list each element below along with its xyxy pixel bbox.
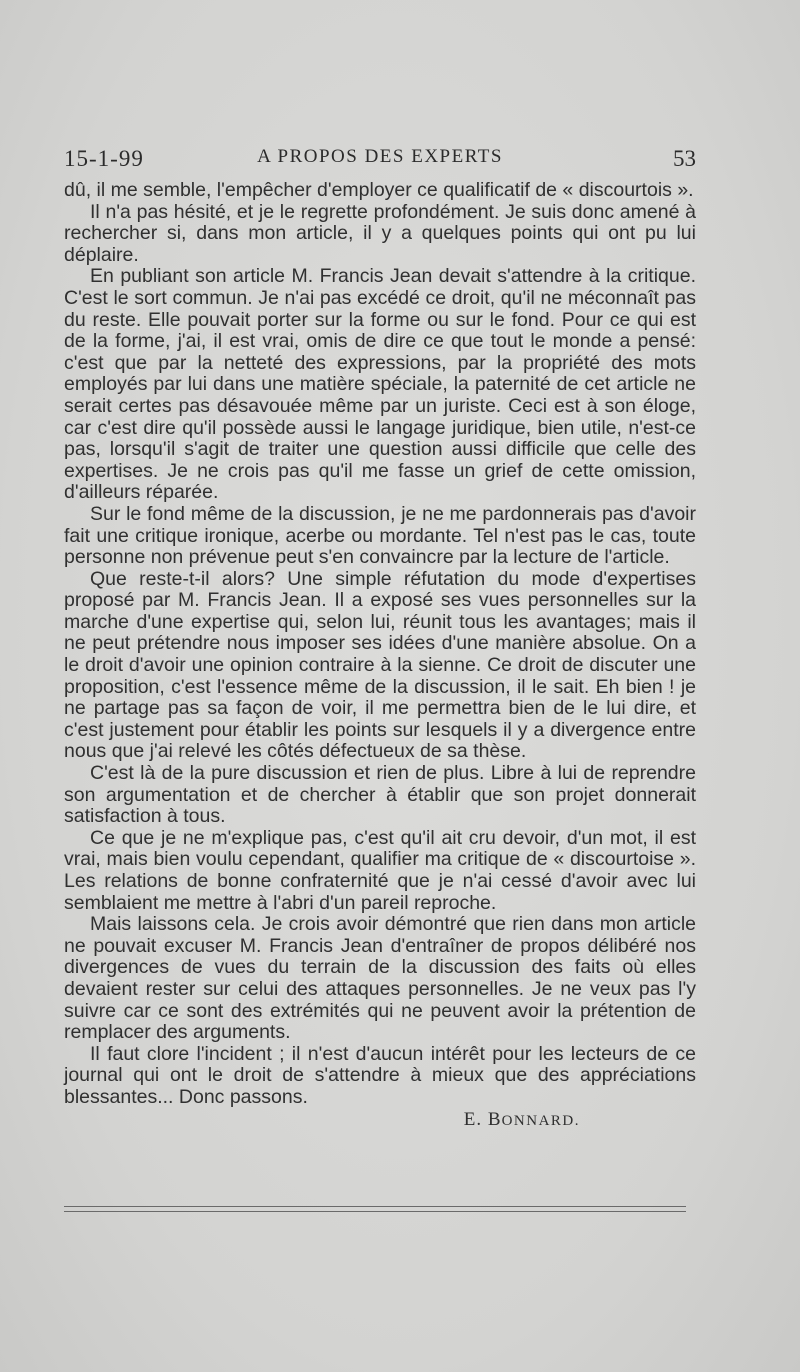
paragraph-2: Il n'a pas hésité, et je le regrette profondément. Je suis donc amené à rechercher si, dans mon article, il y a quelques points qui ont pu lui déplaire. bbox=[64, 200, 696, 266]
signature-rest: ONNARD. bbox=[501, 1112, 580, 1129]
signature bbox=[64, 1109, 696, 1132]
article-body bbox=[64, 180, 696, 1132]
paragraph-6: C'est là de la pure discussion et rien de plus. Libre à lui de reprendre son argumentation et de chercher à établir que son projet donnerait satisfaction à tous. bbox=[64, 762, 696, 828]
paragraph-9: Il faut clore l'incident ; il n'est d'aucun intérêt pour les lecteurs de ce journal qui ont le droit de s'attendre à mieux que des appréciations blessantes... Donc passons. bbox=[64, 1042, 696, 1108]
running-header bbox=[64, 142, 696, 176]
paragraph-8: Mais laissons cela. Je crois avoir démontré que rien dans mon article ne pouvait excuser M. Francis Jean d'entraîner de propos délibéré nos divergences de vues du terrain de la discussion des faits où elles devaient rester sur celui des attaques personnelles. Je ne veux pas l'y suivre car ce sont des extrémités qui ne peuvent avoir la prétention de remplacer des arguments. bbox=[64, 913, 696, 1044]
page-number: 53 bbox=[673, 146, 696, 171]
signature-initial: E. B bbox=[463, 1108, 502, 1130]
paragraph-4: Sur le fond même de la discussion, je ne me pardonnerais pas d'avoir fait une critique ironique, acerbe ou mordante. Tel n'est pas le cas, toute personne non prévenue peut s'en convaincre par la lecture de l'article. bbox=[64, 502, 696, 569]
header-date: 15-1-99 bbox=[64, 146, 144, 171]
paragraph-5: Que reste-t-il alors? Une simple réfutation du mode d'expertises proposé par M. Francis Jean. Il a exposé ses vues personnelles sur la marche d'une expertise qui, selon lui, réunit tous les avantages; mais il ne peut prétendre nous imposer ses idées d'une manière absolue. On a le droit d'avoir une opinion contraire à la sienne. Ce droit de discuter une proposition, c'est l'essence même de la discussion, il le sait. Eh bien ! je ne partage pas sa façon de voir, il me permettra bien de le lui dire, et c'est justement pour établir les points sur lesquels il y a divergence entre nous que j'ai relevé les côtés défectueux de sa thèse. bbox=[64, 567, 696, 763]
end-rule-bottom bbox=[64, 1211, 686, 1212]
paragraph-1: dû, il me semble, l'empêcher d'employer ce qualificatif de « discourtois ». bbox=[64, 179, 694, 201]
paragraph-7: Ce que je ne m'explique pas, c'est qu'il ait cru devoir, d'un mot, il est vrai, mais bien voulu cependant, qualifier ma critique de « discourtoise ». Les relations de bonne confraternité que je n'ai cessé d'avoir avec lui semblaient me mettre à l'abri d'un pareil reproche. bbox=[64, 826, 696, 914]
paragraph-3: En publiant son article M. Francis Jean devait s'attendre à la critique. C'est le sort commun. Je n'ai pas excédé ce droit, qu'il ne méconnaît pas du reste. Elle pouvait porter sur la forme ou sur le fond. Pour ce qui est de la forme, j'ai, il est vrai, omis de dire ce que tout le monde a pensé: c'est que par la netteté des expressions, par la propriété des mots employés par lui dans une matière spéciale, la paternité de cet article ne serait certes pas désavouée même par un juriste. Ceci est à son éloge, car c'est dire qu'il possède aussi le langage juridique, bien utile, n'est-ce pas, lorsqu'il s'agit de traiter une question aussi difficile que celle des expertises. Je ne crois pas qu'il me fasse un grief de cette omission, d'ailleurs réparée. bbox=[64, 265, 696, 504]
end-rule-top bbox=[64, 1206, 686, 1207]
header-title: A PROPOS DES EXPERTS bbox=[257, 146, 503, 167]
